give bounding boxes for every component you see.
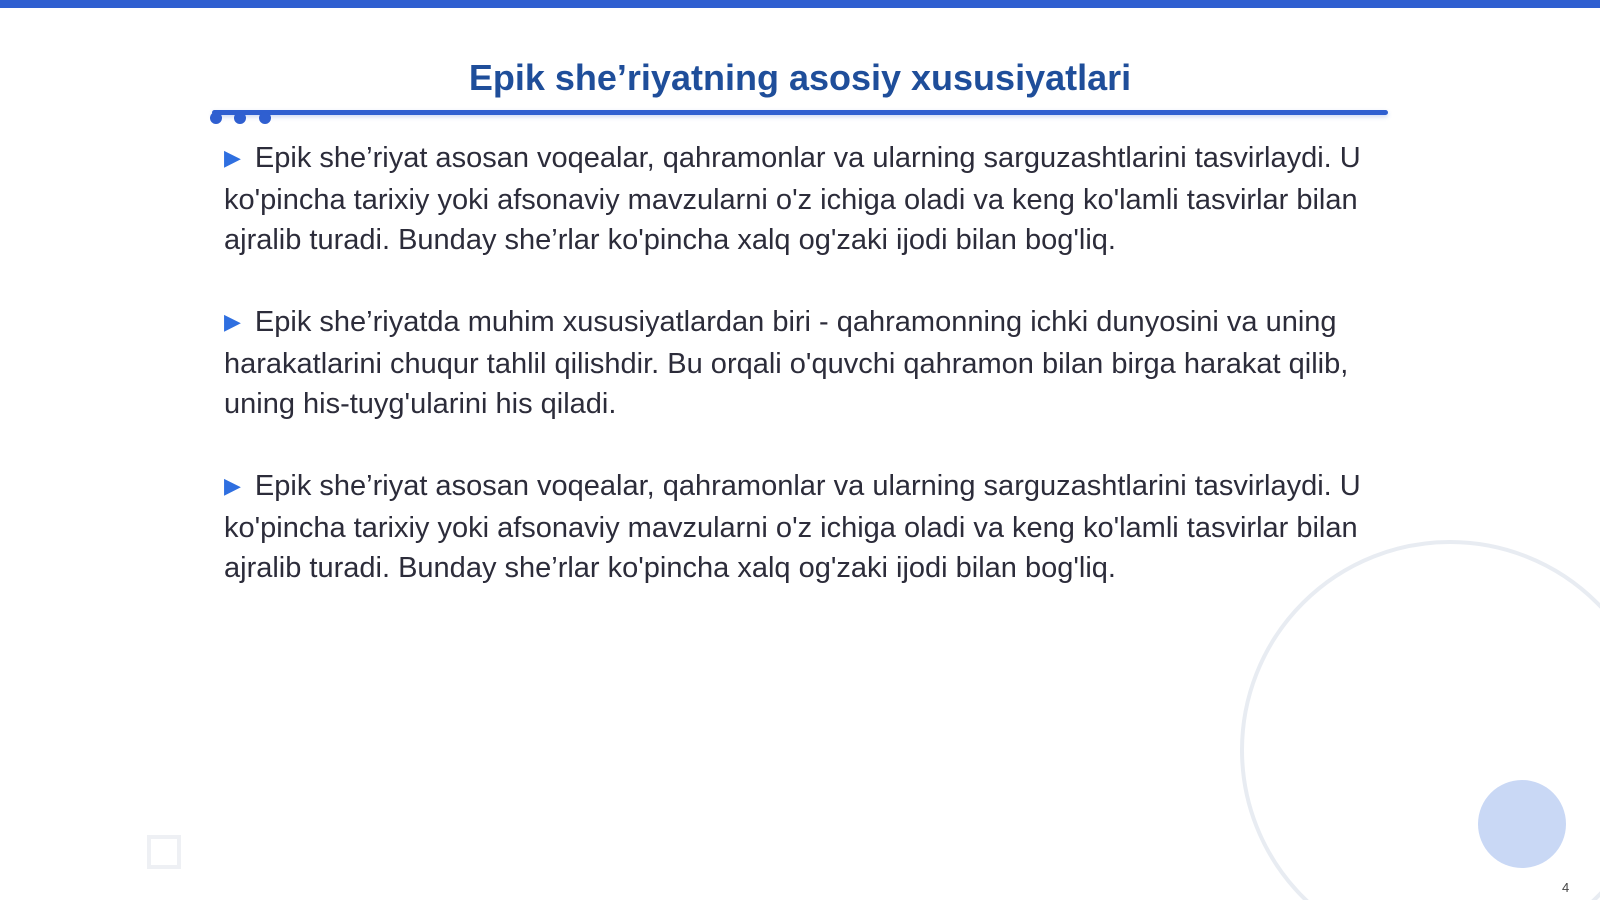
slide-title: Epik she’riyatning asosiy xususiyatlari	[468, 57, 1132, 98]
bullet-text: Epik she’riyat asosan voqealar, qahramonlar va ularning sarguzashtlarini tasvirlaydi. U ko'pincha tarixiy yoki afsonaviy mavzularni o'z ichiga oladi va keng ko'lamli tasvirlar bilan ajralib turadi. Bunday she’rlar ko'pincha xalq og'zaki ijodi bilan bog'liq.	[224, 142, 1361, 256]
triangle-bullet-icon: ▶	[224, 473, 241, 498]
page-number: 4	[1562, 880, 1570, 895]
bullet-paragraph	[224, 138, 1374, 260]
triangle-bullet-icon: ▶	[224, 145, 241, 170]
top-accent-bar	[0, 0, 1600, 8]
bullet-text: Epik she’riyat asosan voqealar, qahramonlar va ularning sarguzashtlarini tasvirlaydi. U ko'pincha tarixiy yoki afsonaviy mavzularni o'z ichiga oladi va keng ko'lamli tasvirlar bilan ajralib turadi. Bunday she’rlar ko'pincha xalq og'zaki ijodi bilan bog'liq.	[224, 470, 1361, 584]
divider-dot	[259, 112, 271, 124]
triangle-bullet-icon: ▶	[224, 309, 241, 334]
divider-dot	[210, 112, 222, 124]
bullet-text: Epik she’riyatda muhim xususiyatlardan biri - qahramonning ichki dunyosini va uning harakatlarini chuqur tahlil qilishdir. Bu orqali o'quvchi qahramon bilan birga harakat qilib, uning his-tuyg'ularini his qiladi.	[224, 306, 1349, 420]
title-divider	[212, 110, 1388, 115]
bullet-paragraph	[224, 302, 1374, 424]
bullet-paragraph	[224, 466, 1374, 588]
bullet-list	[224, 138, 1374, 630]
decorative-square	[147, 835, 181, 869]
divider-dot	[234, 112, 246, 124]
decorative-circle	[1478, 780, 1566, 868]
